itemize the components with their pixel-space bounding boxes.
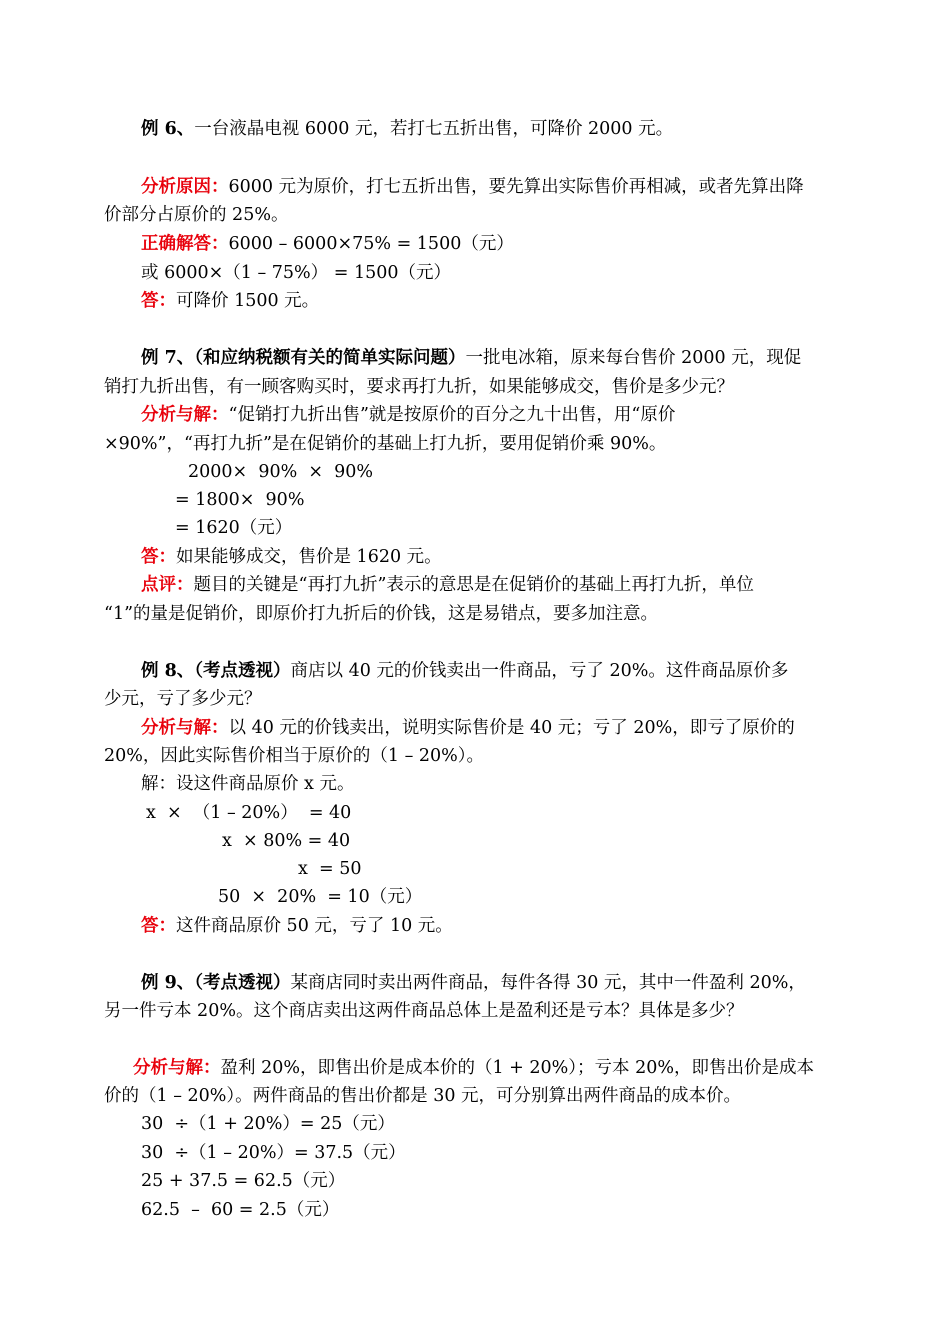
example-8-question-line-2: 少元，亏了多少元？ (104, 689, 262, 709)
correct-answer-text: 6000 – 6000×75% = 1500（元） (228, 234, 514, 254)
correct-answer-label: 正确解答： (141, 234, 229, 254)
example-7-title: 例 7、（和应纳税额有关的简单实际问题） (141, 348, 466, 368)
answer-label: 答： (141, 547, 176, 567)
example-7-analysis-line-1 (141, 402, 675, 428)
example-7-comment-line-1 (141, 572, 754, 598)
example-9-calc-3: 25 + 37.5 = 62.5（元） (141, 1171, 346, 1191)
example-7-question-line-2: 销打九折出售，有一顾客购买时，要求再打九折，如果能够成交，售价是多少元？ (104, 377, 734, 397)
example-8-equation-2: x × 80% = 40 (222, 831, 351, 851)
example-7-answer-line (141, 544, 442, 570)
answer-label: 答： (141, 291, 176, 311)
example-9-calc-1: 30 ÷（1 + 20%）= 25（元） (141, 1114, 395, 1134)
example-9-question-line-2: 另一件亏本 20%。这个商店卖出这两件商品总体上是盈利还是亏本？具体是多少？ (104, 1001, 744, 1021)
example-8-title: 例 8、（考点透视） (141, 661, 291, 681)
example-7-question: 一批电冰箱，原来每台售价 2000 元，现促 (465, 348, 802, 368)
analysis-label: 分析与解： (141, 405, 229, 425)
analysis-text: 6000 元为原价，打七五折出售，要先算出实际售价再相减，或者先算出降 (228, 177, 804, 197)
example-7-calc-3: = 1620（元） (175, 518, 293, 538)
example-7-question-line-1 (141, 345, 801, 371)
comment-label: 点评： (141, 575, 194, 595)
example-7-analysis-line-2: ×90%”，“再打九折”是在促销价的基础上打九折，要用促销价乘 90%。 (104, 434, 667, 454)
comment-text: 题目的关键是“再打九折”表示的意思是在促销价的基础上再打九折，单位 (193, 575, 754, 595)
example-8-equation-3: x = 50 (298, 859, 362, 879)
example-9-analysis-line-2: 价的（1 – 20%）。两件商品的售出价都是 30 元，可分别算出两件商品的成本价。 (104, 1086, 742, 1106)
example-9-calc-4: 62.5 – 60 = 2.5（元） (141, 1200, 340, 1220)
analysis-text: 盈利 20%，即售出价是成本价的（1 + 20%）；亏本 20%，即售出价是成本 (220, 1058, 814, 1078)
analysis-text: 以 40 元的价钱卖出，说明实际售价是 40 元；亏了 20%，即亏了原价的 (228, 718, 795, 738)
answer-text: 这件商品原价 50 元，亏了 10 元。 (176, 916, 453, 936)
answer-text: 可降价 1500 元。 (176, 291, 320, 311)
example-6-correct-line-1 (141, 231, 514, 257)
example-9-question: 某商店同时卖出两件商品，每件各得 30 元，其中一件盈利 20%， (290, 973, 806, 993)
analysis-label: 分析与解： (141, 718, 229, 738)
answer-label: 答： (141, 916, 176, 936)
example-6-correct-line-2: 或 6000×（1 – 75%） = 1500（元） (141, 263, 451, 283)
example-8-analysis-line-1 (141, 715, 795, 741)
example-9-calc-2: 30 ÷（1 – 20%）= 37.5（元） (141, 1143, 406, 1163)
example-9-question-line-1 (141, 970, 806, 996)
example-9-title: 例 9、（考点透视） (141, 973, 291, 993)
example-8-solve-line: 解：设这件商品原价 x 元。 (141, 774, 355, 794)
example-7-calc-2: = 1800× 90% (175, 490, 305, 510)
example-8-question: 商店以 40 元的价钱卖出一件商品，亏了 20%。这件商品原价多 (290, 661, 789, 681)
example-9-analysis-line-1 (133, 1055, 814, 1081)
example-8-analysis-line-2: 20%，因此实际售价相当于原价的（1 – 20%）。 (104, 746, 485, 766)
analysis-label: 分析与解： (133, 1058, 221, 1078)
example-6-answer-line (141, 288, 319, 314)
example-6-question-line (141, 116, 673, 142)
example-7-comment-line-2: “1”的量是促销价，即原价打九折后的价钱，这是易错点，要多加注意。 (104, 604, 659, 624)
analysis-text: “促销打九折出售”就是按原价的百分之九十出售，用“原价 (228, 405, 676, 425)
example-6-title: 例 6、 (141, 119, 195, 139)
example-6-analysis-line-2: 价部分占原价的 25%。 (104, 205, 289, 225)
example-8-equation-1: x × （1 – 20%） = 40 (146, 803, 352, 823)
example-8-question-line-1 (141, 658, 788, 684)
example-6-analysis-line-1 (141, 174, 804, 200)
analysis-label: 分析原因： (141, 177, 229, 197)
example-8-equation-4: 50 × 20% = 10（元） (218, 887, 423, 907)
example-6-question: 一台液晶电视 6000 元，若打七五折出售，可降价 2000 元。 (194, 119, 674, 139)
example-8-answer-line (141, 913, 453, 939)
answer-text: 如果能够成交，售价是 1620 元。 (176, 547, 442, 567)
example-7-calc-1: 2000× 90% × 90% (188, 462, 374, 482)
